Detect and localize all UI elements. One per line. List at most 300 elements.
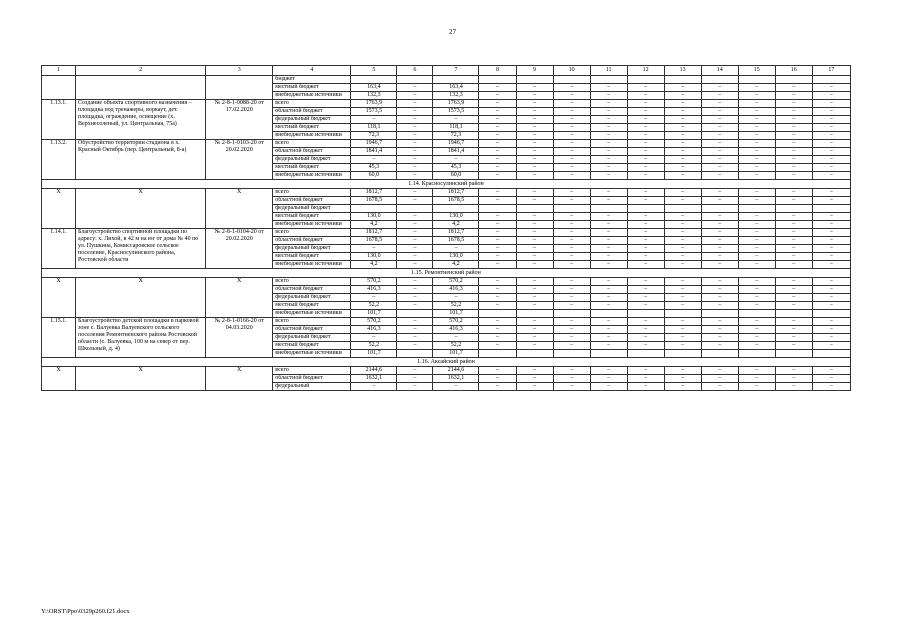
value-cell: – [553, 148, 590, 156]
value-cell: – [664, 294, 701, 302]
value-cell: 52,2 [433, 342, 479, 350]
value-cell: – [627, 84, 664, 92]
value-cell [664, 205, 701, 213]
value-cell: 163,4 [351, 84, 397, 92]
value-cell: – [553, 124, 590, 132]
value-cell: – [627, 286, 664, 294]
value-cell: – [479, 261, 516, 269]
value-cell: – [590, 237, 627, 245]
column-number-7: 7 [433, 66, 479, 76]
value-cell [553, 350, 590, 358]
value-cell: – [397, 326, 433, 334]
value-cell: – [812, 383, 850, 391]
value-cell: – [516, 116, 553, 124]
value-cell: – [479, 342, 516, 350]
value-cell: – [738, 92, 775, 100]
value-cell: – [590, 108, 627, 116]
value-cell: – [479, 367, 516, 375]
value-cell: 1678,5 [433, 237, 479, 245]
value-cell [397, 350, 433, 358]
value-cell: – [701, 245, 738, 253]
value-cell: – [775, 229, 812, 237]
value-cell [590, 310, 627, 318]
value-cell: – [590, 213, 627, 221]
value-cell [553, 310, 590, 318]
value-cell: – [553, 164, 590, 172]
value-cell: – [664, 286, 701, 294]
value-cell: – [479, 326, 516, 334]
value-cell: – [701, 132, 738, 140]
value-cell: – [479, 197, 516, 205]
value-cell: – [775, 124, 812, 132]
value-cell: – [553, 278, 590, 286]
value-cell: – [553, 197, 590, 205]
value-cell: – [701, 237, 738, 245]
value-cell: – [627, 132, 664, 140]
value-cell: – [516, 164, 553, 172]
value-cell: – [627, 229, 664, 237]
value-cell: – [775, 253, 812, 261]
value-cell: – [479, 318, 516, 326]
section-title: 1.16. Аксайский район [42, 358, 851, 367]
value-cell: – [738, 278, 775, 286]
value-cell: – [553, 172, 590, 180]
table-row [42, 278, 851, 286]
value-cell: – [738, 221, 775, 229]
value-cell: 52,2 [351, 302, 397, 310]
value-cell: – [553, 213, 590, 221]
file-path-footer: Y:\ORST\Ppo\0329p260.f21.docx [41, 608, 130, 615]
value-cell: – [627, 164, 664, 172]
table-row [42, 100, 851, 108]
value-cell: – [738, 140, 775, 148]
value-cell [664, 350, 701, 358]
value-cell: – [553, 286, 590, 294]
value-cell: – [516, 140, 553, 148]
value-cell: – [775, 286, 812, 294]
value-cell: – [701, 286, 738, 294]
value-cell: – [397, 278, 433, 286]
value-cell: – [590, 132, 627, 140]
value-cell: – [738, 294, 775, 302]
value-cell: – [516, 375, 553, 383]
value-cell: – [664, 84, 701, 92]
budget-table [41, 65, 851, 391]
value-cell: 1632,1 [433, 375, 479, 383]
value-cell: – [590, 286, 627, 294]
funding-source: внебюджетные источники [273, 310, 351, 318]
value-cell: – [775, 213, 812, 221]
value-cell: – [479, 294, 516, 302]
value-cell: – [812, 318, 850, 326]
value-cell: – [516, 342, 553, 350]
value-cell: – [397, 261, 433, 269]
value-cell: – [397, 383, 433, 391]
value-cell: 1812,7 [351, 229, 397, 237]
funding-source: областной бюджет [273, 286, 351, 294]
value-cell: – [812, 156, 850, 164]
value-cell: – [479, 286, 516, 294]
funding-source: внебюджетные источники [273, 350, 351, 358]
value-cell: – [812, 326, 850, 334]
value-cell: – [553, 375, 590, 383]
value-cell [553, 205, 590, 213]
value-cell: – [516, 302, 553, 310]
value-cell: – [351, 294, 397, 302]
value-cell: – [738, 253, 775, 261]
column-number-16: 16 [775, 66, 812, 76]
value-cell [479, 350, 516, 358]
funding-source: внебюджетные источники [273, 221, 351, 229]
item-number: 1.13.2. [42, 140, 76, 180]
value-cell: – [397, 318, 433, 326]
value-cell: – [553, 294, 590, 302]
value-cell: – [775, 84, 812, 92]
value-cell: – [516, 229, 553, 237]
value-cell [775, 310, 812, 318]
funding-source: местный бюджет [273, 124, 351, 132]
value-cell: – [775, 100, 812, 108]
value-cell: – [479, 108, 516, 116]
value-cell: – [812, 334, 850, 342]
value-cell: – [516, 367, 553, 375]
value-cell: – [433, 116, 479, 124]
value-cell: – [775, 132, 812, 140]
value-cell [590, 76, 627, 84]
value-cell: 1763,9 [433, 100, 479, 108]
value-cell [664, 310, 701, 318]
value-cell: – [701, 229, 738, 237]
value-cell: 1841,4 [433, 148, 479, 156]
value-cell: – [590, 302, 627, 310]
value-cell: – [516, 100, 553, 108]
value-cell: – [775, 156, 812, 164]
value-cell: – [738, 367, 775, 375]
value-cell: – [701, 116, 738, 124]
value-cell: – [701, 318, 738, 326]
value-cell: – [397, 367, 433, 375]
column-number-12: 12 [627, 66, 664, 76]
value-cell: – [479, 229, 516, 237]
value-cell: – [701, 213, 738, 221]
value-cell: 130,0 [433, 253, 479, 261]
value-cell: – [664, 124, 701, 132]
value-cell: – [812, 245, 850, 253]
value-cell: – [701, 221, 738, 229]
value-cell: – [775, 302, 812, 310]
column-number-4: 4 [273, 66, 351, 76]
value-cell: – [553, 92, 590, 100]
value-cell: 101,7 [433, 350, 479, 358]
value-cell: – [701, 261, 738, 269]
funding-source: областной бюджет [273, 197, 351, 205]
item-document: № 2-8-1-0166-20 от 04.03.2020 [206, 318, 273, 358]
value-cell: – [397, 334, 433, 342]
value-cell [627, 350, 664, 358]
value-cell: 1678,5 [351, 197, 397, 205]
value-cell: 72,3 [351, 132, 397, 140]
table-row [42, 318, 851, 326]
funding-source: всего [273, 100, 351, 108]
value-cell: – [701, 326, 738, 334]
value-cell: – [627, 294, 664, 302]
value-cell: 1841,4 [351, 148, 397, 156]
value-cell: – [516, 245, 553, 253]
value-cell: – [627, 221, 664, 229]
value-cell: – [738, 383, 775, 391]
value-cell: – [738, 375, 775, 383]
value-cell: – [738, 197, 775, 205]
column-number-3: 3 [206, 66, 273, 76]
value-cell: 132,3 [433, 92, 479, 100]
value-cell: – [479, 213, 516, 221]
column-number-8: 8 [479, 66, 516, 76]
value-cell: – [664, 326, 701, 334]
funding-source: областной бюджет [273, 148, 351, 156]
funding-source: местный бюджет [273, 302, 351, 310]
value-cell: – [627, 245, 664, 253]
value-cell: – [397, 302, 433, 310]
value-cell: – [812, 124, 850, 132]
value-cell: 416,3 [351, 326, 397, 334]
value-cell: – [738, 229, 775, 237]
value-cell: – [775, 116, 812, 124]
value-cell: 101,7 [351, 310, 397, 318]
value-cell: – [812, 375, 850, 383]
value-cell [516, 310, 553, 318]
value-cell: – [812, 197, 850, 205]
value-cell: – [590, 124, 627, 132]
value-cell: – [775, 383, 812, 391]
value-cell: – [664, 367, 701, 375]
value-cell [701, 310, 738, 318]
value-cell: 72,3 [433, 132, 479, 140]
value-cell: – [479, 245, 516, 253]
value-cell: – [553, 326, 590, 334]
value-cell [775, 350, 812, 358]
item-document: № 2-8-1-0103-20 от 20.02.2020 [206, 140, 273, 180]
value-cell: 132,3 [351, 92, 397, 100]
value-cell: – [812, 213, 850, 221]
item-description [76, 76, 206, 100]
funding-source: федеральный бюджет [273, 245, 351, 253]
value-cell: – [701, 367, 738, 375]
value-cell: – [738, 245, 775, 253]
funding-source: местный бюджет [273, 84, 351, 92]
value-cell: – [775, 221, 812, 229]
value-cell: – [351, 245, 397, 253]
value-cell: – [627, 367, 664, 375]
funding-source: федеральный бюджет [273, 205, 351, 213]
value-cell: – [738, 334, 775, 342]
value-cell: – [627, 100, 664, 108]
value-cell: – [812, 221, 850, 229]
value-cell: – [397, 294, 433, 302]
value-cell: – [516, 124, 553, 132]
value-cell: – [479, 148, 516, 156]
value-cell: – [812, 189, 850, 197]
value-cell: – [479, 375, 516, 383]
value-cell: – [701, 148, 738, 156]
value-cell [433, 76, 479, 84]
value-cell: – [479, 334, 516, 342]
value-cell: – [627, 278, 664, 286]
value-cell: – [590, 140, 627, 148]
value-cell: – [701, 84, 738, 92]
value-cell: 1946,7 [351, 140, 397, 148]
value-cell: – [701, 172, 738, 180]
value-cell: – [516, 318, 553, 326]
value-cell: – [701, 253, 738, 261]
value-cell: – [590, 156, 627, 164]
value-cell: 1812,7 [433, 229, 479, 237]
value-cell: – [479, 221, 516, 229]
value-cell: – [553, 156, 590, 164]
item-description: Х [76, 189, 206, 229]
value-cell: – [516, 294, 553, 302]
column-number-17: 17 [812, 66, 850, 76]
value-cell [627, 310, 664, 318]
value-cell: – [738, 156, 775, 164]
value-cell: 4,2 [351, 261, 397, 269]
value-cell: – [397, 245, 433, 253]
column-number-6: 6 [397, 66, 433, 76]
value-cell: 118,1 [433, 124, 479, 132]
section-title: 1.15. Ремонтненский район [42, 269, 851, 278]
value-cell: – [516, 221, 553, 229]
item-document: № 2-8-1-0104-20 от 20.02.2020 [206, 229, 273, 269]
value-cell: – [397, 375, 433, 383]
funding-source: всего [273, 278, 351, 286]
value-cell: – [590, 278, 627, 286]
value-cell: – [775, 367, 812, 375]
value-cell [701, 205, 738, 213]
value-cell: 1946,7 [433, 140, 479, 148]
value-cell: – [397, 197, 433, 205]
value-cell: 1573,5 [433, 108, 479, 116]
value-cell: – [479, 132, 516, 140]
value-cell: – [516, 92, 553, 100]
funding-source: всего [273, 229, 351, 237]
value-cell: – [397, 116, 433, 124]
value-cell: – [627, 334, 664, 342]
value-cell: – [590, 221, 627, 229]
value-cell [553, 76, 590, 84]
value-cell: – [664, 334, 701, 342]
value-cell: – [479, 253, 516, 261]
value-cell: 1632,1 [351, 375, 397, 383]
funding-source: федеральный бюджет [273, 156, 351, 164]
value-cell: – [775, 261, 812, 269]
value-cell: – [351, 156, 397, 164]
value-cell: 130,0 [433, 213, 479, 221]
value-cell [397, 310, 433, 318]
value-cell: – [553, 334, 590, 342]
value-cell: – [516, 197, 553, 205]
value-cell: – [433, 294, 479, 302]
value-cell: – [397, 286, 433, 294]
value-cell: – [553, 221, 590, 229]
value-cell: – [627, 108, 664, 116]
value-cell: – [553, 189, 590, 197]
value-cell: – [738, 318, 775, 326]
value-cell: – [397, 229, 433, 237]
value-cell [433, 205, 479, 213]
value-cell: – [627, 302, 664, 310]
value-cell: – [627, 140, 664, 148]
value-cell: – [812, 261, 850, 269]
value-cell: – [553, 108, 590, 116]
item-document: Х [206, 189, 273, 229]
value-cell: – [775, 189, 812, 197]
column-number-10: 10 [553, 66, 590, 76]
value-cell: – [516, 326, 553, 334]
value-cell: 45,3 [351, 164, 397, 172]
value-cell [351, 205, 397, 213]
value-cell: – [775, 326, 812, 334]
value-cell: – [627, 253, 664, 261]
value-cell [351, 76, 397, 84]
column-number-2: 2 [76, 66, 206, 76]
value-cell: – [738, 172, 775, 180]
item-description: Благоустройство детской площадки в парковой зоне с. Валуевка Валуевского сельского поселения Ремонтненского района Ростовской области (с. Валуевка, 100 м на север от пер. Школьный, д. 4) [76, 318, 206, 358]
value-cell: – [701, 375, 738, 383]
value-cell: – [701, 124, 738, 132]
value-cell: – [812, 302, 850, 310]
value-cell: – [590, 229, 627, 237]
funding-source: всего [273, 318, 351, 326]
value-cell: 4,2 [351, 221, 397, 229]
value-cell: – [516, 213, 553, 221]
value-cell: – [516, 286, 553, 294]
value-cell: – [627, 116, 664, 124]
value-cell: – [812, 237, 850, 245]
table-row [42, 76, 851, 84]
value-cell [775, 205, 812, 213]
value-cell [812, 205, 850, 213]
value-cell: – [664, 132, 701, 140]
value-cell: – [479, 189, 516, 197]
value-cell: – [397, 253, 433, 261]
value-cell: – [627, 148, 664, 156]
value-cell: – [627, 197, 664, 205]
funding-source: внебюджетные источники [273, 172, 351, 180]
funding-source: внебюджетные источники [273, 132, 351, 140]
value-cell: – [812, 286, 850, 294]
value-cell: – [553, 367, 590, 375]
value-cell: – [627, 213, 664, 221]
value-cell: 163,4 [433, 84, 479, 92]
value-cell: – [738, 116, 775, 124]
value-cell: 570,2 [351, 318, 397, 326]
value-cell: 101,7 [351, 350, 397, 358]
value-cell: – [701, 334, 738, 342]
value-cell: – [664, 108, 701, 116]
value-cell: – [479, 92, 516, 100]
value-cell: – [775, 342, 812, 350]
value-cell: – [775, 197, 812, 205]
value-cell: – [627, 156, 664, 164]
value-cell: – [397, 213, 433, 221]
value-cell: – [397, 140, 433, 148]
value-cell: 1812,7 [351, 189, 397, 197]
value-cell: – [701, 342, 738, 350]
value-cell [397, 205, 433, 213]
value-cell: – [738, 108, 775, 116]
value-cell [701, 76, 738, 84]
value-cell: – [812, 172, 850, 180]
value-cell: – [812, 229, 850, 237]
